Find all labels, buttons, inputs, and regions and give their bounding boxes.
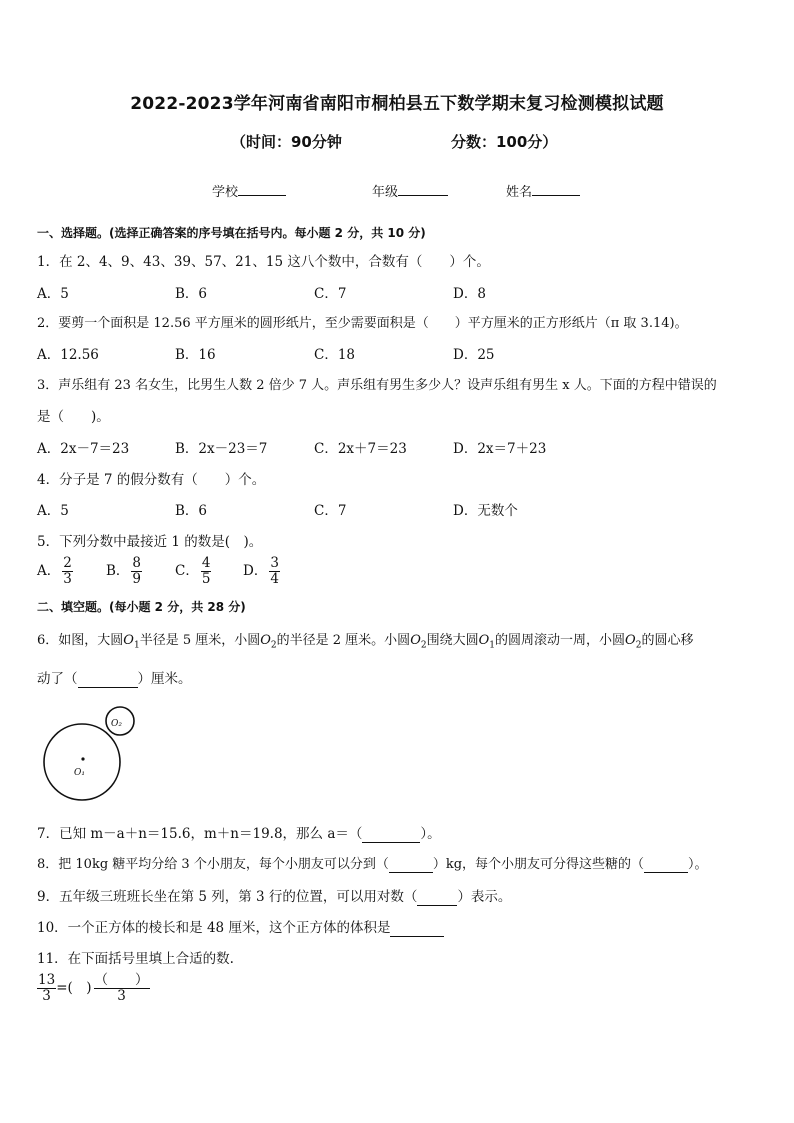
name-blank[interactable] <box>532 181 580 196</box>
o2-label: O₂ <box>111 719 122 729</box>
q6-text-line1: 6．如图，大圆$O_1$半径是 5 厘米，小圆$O_2$的半径是 2 厘米。小圆$O_2$围绕大圆$O_1$的圆周滚动一周，小圆$O_2$的圆心移 <box>37 633 694 651</box>
q5-option-a[interactable] <box>37 556 75 587</box>
score-label: 分数：100分） <box>451 133 558 151</box>
q2-option-b[interactable]: B．16 <box>175 347 216 363</box>
school-field[interactable] <box>212 181 286 200</box>
q1-option-a[interactable]: A．5 <box>37 286 69 302</box>
q5-option-d[interactable] <box>243 556 282 587</box>
q4-option-d[interactable]: D．无数个 <box>453 503 518 519</box>
q5-option-d-label: D． <box>243 563 268 579</box>
q10-answer-blank[interactable] <box>390 920 444 937</box>
q4-text: 4．分子是 7 的假分数有（ ）个。 <box>37 472 266 488</box>
q5-option-c-fraction: $\frac{4}{5}$ <box>201 555 211 587</box>
q8-answer-blank-1[interactable] <box>389 857 433 873</box>
q5-option-a-fraction: $\frac{2}{3}$ <box>63 555 72 587</box>
name-label: 姓名 <box>506 185 533 200</box>
q11-text: 11．在下面括号里填上合适的数. <box>37 951 234 967</box>
q5-option-c-label: C． <box>175 563 199 579</box>
q6-circle-diagram <box>40 704 140 804</box>
q5-option-b-label: B． <box>106 563 130 579</box>
q5-text: 5．下列分数中最接近 1 的数是( )。 <box>37 534 263 550</box>
q2-option-d[interactable]: D．25 <box>453 347 495 363</box>
q6-text-line2: 动了（ ）厘米。 <box>37 671 192 687</box>
q7-text: 7．已知 m－a＋n＝15.6，m＋n＝19.8，那么 a＝（ ）。 <box>37 826 441 842</box>
q1-option-c[interactable]: C．7 <box>314 286 347 302</box>
q4-option-b[interactable]: B．6 <box>175 503 208 519</box>
time-label: （时间：90分钟 <box>231 133 342 151</box>
q5-option-b-fraction: $\frac{8}{9}$ <box>132 555 142 587</box>
grade-blank[interactable] <box>398 181 448 196</box>
q1-option-d[interactable]: D．8 <box>453 286 486 302</box>
large-circle <box>44 724 120 800</box>
q2-option-a[interactable]: A．12.56 <box>37 347 99 363</box>
q11-equals-paren[interactable]: =( ) <box>56 980 92 996</box>
section2-heading: 二、填空题。(每小题 2 分，共 28 分) <box>37 600 246 614</box>
q3-text-line1: 3．声乐组有 23 名女生，比男生人数 2 倍少 7 人。声乐组有男生多少人？设声乐组有男生 x 人。下面的方程中错误的 <box>37 378 717 393</box>
q2-option-c[interactable]: C．18 <box>314 347 356 363</box>
q9-text: 9．五年级三班班长坐在第 5 列，第 3 行的位置，可以用对数（ ）表示。 <box>37 889 512 905</box>
school-blank[interactable] <box>238 181 286 196</box>
q11-fraction-left: $\frac{13}{3}$ <box>38 972 56 1004</box>
q1-option-b[interactable]: B．6 <box>175 286 208 302</box>
q7-answer-blank[interactable] <box>362 826 420 843</box>
name-field[interactable] <box>506 181 580 200</box>
q5-option-b[interactable] <box>106 556 144 587</box>
school-label: 学校 <box>212 185 239 200</box>
q9-answer-blank[interactable] <box>417 889 457 906</box>
q3-text-line2: 是（ )。 <box>37 409 110 425</box>
q3-option-b[interactable]: B．2x－23＝7 <box>175 441 268 457</box>
q10-text: 10．一个正方体的棱长和是 48 厘米，这个正方体的体积是 <box>37 916 444 937</box>
q5-option-a-label: A． <box>37 563 61 579</box>
grade-field[interactable] <box>372 181 448 200</box>
page-title: 2022-2023学年河南省南阳市桐柏县五下数学期末复习检测模拟试题 <box>130 94 664 114</box>
q11-fraction-right[interactable]: $\frac{( )}{3}$ <box>94 972 149 1004</box>
q3-option-d[interactable]: D．2x＝7＋23 <box>453 441 547 457</box>
q3-option-a[interactable]: A．2x－7＝23 <box>37 441 130 457</box>
q11-expression <box>37 973 152 1004</box>
q3-option-c[interactable]: C．2x＋7＝23 <box>314 441 407 457</box>
o1-label: O₁ <box>74 768 85 778</box>
q4-option-c[interactable]: C．7 <box>314 503 347 519</box>
grade-label: 年级 <box>372 185 399 200</box>
q8-answer-blank-2[interactable] <box>644 857 688 873</box>
q6-answer-blank[interactable] <box>78 671 138 688</box>
q5-option-d-fraction: $\frac{3}{4}$ <box>270 555 279 587</box>
q1-text: 1．在 2、4、9、43、39、57、21、15 这八个数中，合数有（ ）个。 <box>37 254 490 270</box>
q5-option-c[interactable] <box>175 556 213 587</box>
q2-text: 2．要剪一个面积是 12.56 平方厘米的圆形纸片，至少需要面积是（ ）平方厘米的正方形纸片（π 取 3.14)。 <box>37 316 688 331</box>
q4-option-a[interactable]: A．5 <box>37 503 69 519</box>
q8-text: 8．把 10kg 糖平均分给 3 个小朋友，每个小朋友可以分到（ ）kg，每个小朋友可分得这些糖的（ ）。 <box>37 857 708 872</box>
large-circle-center <box>81 757 84 760</box>
section1-heading: 一、选择题。(选择正确答案的序号填在括号内。每小题 2 分，共 10 分) <box>37 226 426 240</box>
